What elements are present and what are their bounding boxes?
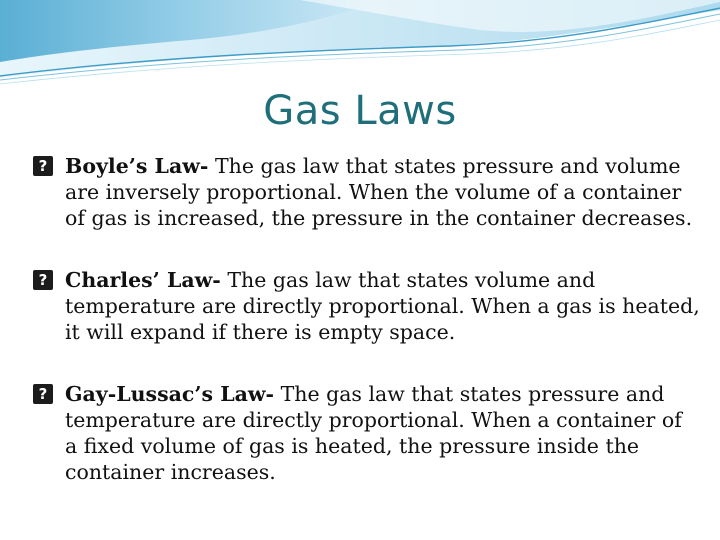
slide-title: Gas Laws bbox=[263, 88, 457, 134]
law-description: The gas law that states pressure and volume are inversely proportional. When the volume of a container of gas is increased, the pressure in the container decreases. bbox=[65, 154, 693, 230]
law-term: Charles’ Law- bbox=[65, 268, 221, 292]
list-item bbox=[30, 153, 700, 231]
list-item bbox=[30, 381, 700, 485]
bullet-icon: ? bbox=[33, 156, 53, 176]
bullet-icon: ? bbox=[33, 270, 53, 290]
law-term: Boyle’s Law- bbox=[65, 154, 209, 178]
list-item bbox=[30, 267, 700, 345]
law-description: The gas law that states volume and temperature are directly proportional. When a gas is heated, it will expand if there is empty space. bbox=[65, 268, 700, 344]
law-description: The gas law that states pressure and temperature are directly proportional. When a container of a fixed volume of gas is heated, the pressure inside the container increases. bbox=[65, 382, 682, 484]
top-wave-decoration bbox=[0, 0, 720, 90]
law-term: Gay-Lussac’s Law- bbox=[65, 382, 275, 406]
bullet-list bbox=[30, 153, 700, 485]
bullet-icon: ? bbox=[33, 384, 53, 404]
